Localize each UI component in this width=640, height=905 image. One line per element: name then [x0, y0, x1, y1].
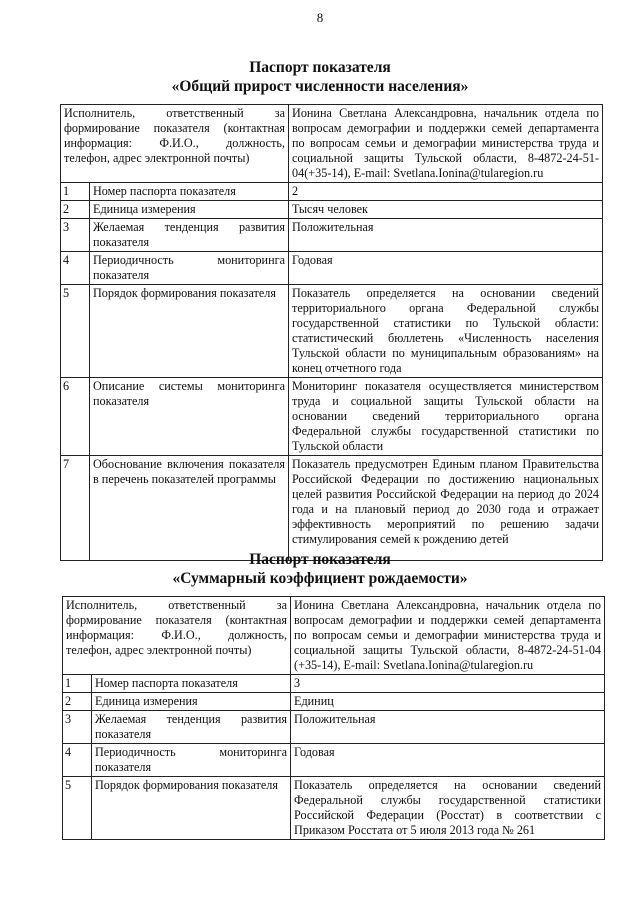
row-label: Желаемая тенденция развития показателя — [92, 711, 291, 744]
row-number: 2 — [61, 201, 90, 219]
row-label: Порядок формирования показателя — [90, 285, 289, 378]
header-label: Исполнитель, ответственный за формирование показателя (контактная информация: Ф.И.О., должность, телефон, адрес электронной почты) — [61, 105, 289, 183]
page-number: 8 — [316, 10, 324, 25]
passport-2-title-line2: «Суммарный коэффициент рождаемости» — [172, 570, 468, 587]
row-label: Единица измерения — [92, 693, 291, 711]
row-label: Периодичность мониторинга показателя — [92, 744, 291, 777]
row-number: 1 — [61, 183, 90, 201]
row-number: 5 — [63, 777, 92, 840]
passport-1-header-row — [61, 105, 603, 183]
passport-1-table — [60, 104, 603, 561]
table-row — [63, 744, 605, 777]
passport-2-header-row — [63, 597, 605, 675]
table-row — [63, 693, 605, 711]
header-value: Ионина Светлана Александровна, начальник отдела по вопросам демографии и поддержки семей департамента по вопросам семьи и демографии министерства труда и социальной защиты Тульской области, 8-4872-24-51-04(+35-14), E-mail: Svetlana.Ionina@tularegion.ru — [289, 105, 603, 183]
passport-1-title — [0, 58, 640, 96]
table-row — [63, 777, 605, 840]
row-label: Обоснование включения показателя в перечень показателей программы — [90, 456, 289, 561]
passport-2-title-line1: Паспорт показателя — [249, 551, 391, 568]
row-label: Желаемая тенденция развития показателя — [90, 219, 289, 252]
row-label: Номер паспорта показателя — [90, 183, 289, 201]
row-value: 2 — [289, 183, 603, 201]
passport-2-table — [62, 596, 605, 840]
row-label: Описание системы мониторинга показателя — [90, 378, 289, 456]
passport-1-title-line1: Паспорт показателя — [249, 59, 391, 76]
row-number: 2 — [63, 693, 92, 711]
row-number: 4 — [63, 744, 92, 777]
table-row — [61, 285, 603, 378]
row-number: 4 — [61, 252, 90, 285]
table-row — [61, 201, 603, 219]
row-value: Годовая — [289, 252, 603, 285]
passport-1-title-line2: «Общий прирост численности населения» — [171, 78, 469, 95]
row-value: Годовая — [291, 744, 605, 777]
row-value: Показатель определяется на основании сведений Федеральной службы государственной статистики Российской Федерации (Росстат) в соответствии с Приказом Росстата от 5 июля 2013 года № 261 — [291, 777, 605, 840]
table-row — [63, 675, 605, 693]
row-number: 1 — [63, 675, 92, 693]
row-value: Положительная — [291, 711, 605, 744]
row-value: Единиц — [291, 693, 605, 711]
table-row — [63, 711, 605, 744]
row-value: Мониторинг показателя осуществляется министерством труда и социальной защиты Тульской области на основании сведений территориального органа Федеральной службы государственной статистики по Тульской области — [289, 378, 603, 456]
row-label: Номер паспорта показателя — [92, 675, 291, 693]
table-row — [61, 219, 603, 252]
row-value: Тысяч человек — [289, 201, 603, 219]
table-row — [61, 183, 603, 201]
row-label: Порядок формирования показателя — [92, 777, 291, 840]
table-row — [61, 456, 603, 561]
table-row — [61, 252, 603, 285]
row-label: Единица измерения — [90, 201, 289, 219]
row-number: 6 — [61, 378, 90, 456]
passport-2-title — [0, 550, 640, 588]
row-number: 3 — [61, 219, 90, 252]
header-value: Ионина Светлана Александровна, начальник отдела по вопросам демографии и поддержки семей департамента по вопросам семьи и демографии министерства труда и социальной защиты Тульской области, 8-4872-24-51-04 (+35-14), E-mail: Svetlana.Ionina@tularegion.ru — [291, 597, 605, 675]
table-row — [61, 378, 603, 456]
row-value: Показатель определяется на основании сведений территориального органа Федеральной службы государственной статистики по Тульской области: статистический бюллетень «Численность населения Тульской области по муниципальным образованиям» на конец отчетного года — [289, 285, 603, 378]
header-label: Исполнитель, ответственный за формирование показателя (контактная информация: Ф.И.О., должность, телефон, адрес электронной почты) — [63, 597, 291, 675]
row-number: 3 — [63, 711, 92, 744]
row-value: Положительная — [289, 219, 603, 252]
row-value: Показатель предусмотрен Единым планом Правительства Российской Федерации по достижению национальных целей развития Российской Федерации на период до 2024 года и на плановый период до 2030 года и отражает эффективность мероприятий по решению задачи стимулирования семей к рождению детей — [289, 456, 603, 561]
row-label: Периодичность мониторинга показателя — [90, 252, 289, 285]
row-value: 3 — [291, 675, 605, 693]
row-number: 5 — [61, 285, 90, 378]
row-number: 7 — [61, 456, 90, 561]
